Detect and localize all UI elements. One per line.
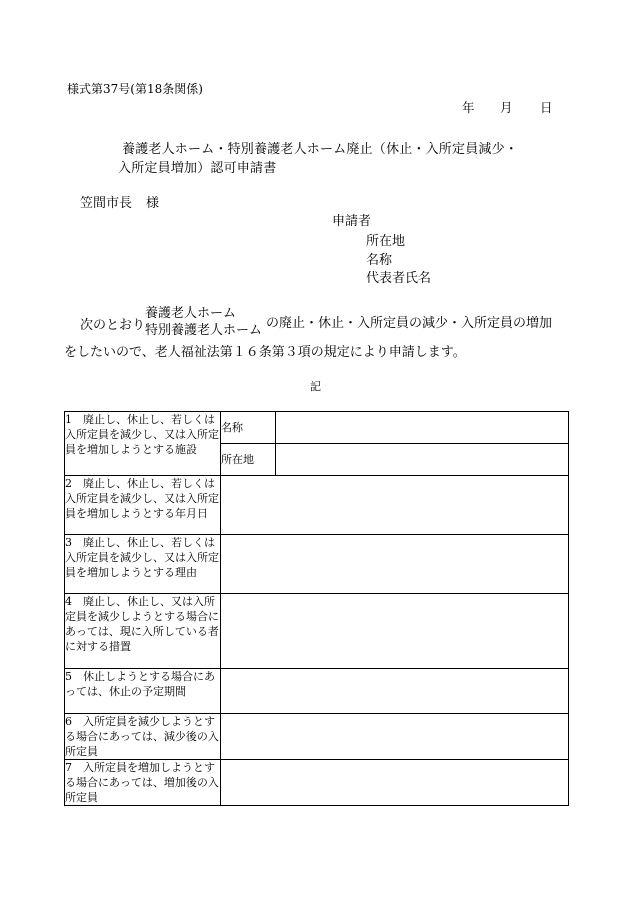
row-label-3: 3 廃止し、休止し、若しくは入所定員を減少し、又は入所定員を増加しようとする理由 <box>65 535 221 594</box>
table-row <box>65 714 569 760</box>
addressee-name: 笠間市長 <box>80 196 133 211</box>
table-row <box>65 669 569 714</box>
document-title-line-1: 養護老人ホーム・特別養護老人ホーム廃止（休止・入所定員減少・ <box>122 142 519 157</box>
table-row <box>65 476 569 535</box>
row-label-5: 5 休止しようとする場合にあっては、休止の予定期間 <box>65 669 221 714</box>
table-row <box>65 412 569 444</box>
form-number: 様式第37号(第18条関係) <box>67 82 203 96</box>
date-year-label: 年 <box>462 100 475 115</box>
table-row <box>65 760 569 806</box>
body-prefix: 次のとおり <box>80 318 146 333</box>
applicant-name-label: 名称 <box>366 253 393 268</box>
row-label-7: 7 入所定員を増加しようとする場合にあっては、増加後の入所定員 <box>65 761 219 804</box>
row-value-5[interactable] <box>221 669 569 714</box>
date-day-label: 日 <box>540 100 553 115</box>
date-month-label: 月 <box>500 100 513 115</box>
facility-choice-1: 養護老人ホーム <box>145 306 237 321</box>
applicant-location-label: 所在地 <box>366 234 406 249</box>
row-value-7[interactable] <box>221 760 569 806</box>
addressee-honorific: 様 <box>146 196 160 211</box>
row-label-2: 2 廃止し、休止し、若しくは入所定員を減少し、又は入所定員を増加しようとする年月日 <box>65 476 221 535</box>
facility-location-label: 所在地 <box>221 444 276 476</box>
facility-location-field[interactable] <box>276 444 569 476</box>
addressee <box>80 192 159 211</box>
facility-name-field[interactable] <box>276 412 569 444</box>
facility-name-label: 名称 <box>221 412 276 444</box>
table-row <box>65 535 569 594</box>
row-value-3[interactable] <box>221 535 569 594</box>
body-line-2: をしたいので、老人福祉法第１６条第３項の規定により申請します。 <box>64 345 466 360</box>
row-label-6: 6 入所定員を減少しようとする場合にあっては、減少後の入所定員 <box>65 715 219 758</box>
document-title-line-2: 入所定員増加）認可申請書 <box>118 161 277 176</box>
application-table <box>64 411 569 806</box>
ki-mark: 記 <box>310 380 321 393</box>
row-value-4[interactable] <box>221 594 569 669</box>
table-row <box>65 594 569 669</box>
body-suffix: の廃止・休止・入所定員の減少・入所定員の増加 <box>266 316 553 331</box>
applicant-representative-label: 代表者氏名 <box>366 271 432 286</box>
applicant-heading: 申請者 <box>332 214 372 229</box>
row-label-1: 1 廃止し、休止し、若しくは入所定員を減少し、又は入所定員を増加しようとする施設 <box>65 412 221 476</box>
row-value-2[interactable] <box>221 476 569 535</box>
facility-choice-2: 特別養護老人ホーム <box>145 323 263 338</box>
row-value-6[interactable] <box>221 714 569 760</box>
row-label-4: 4 廃止し、休止し、又は入所定員を減少しようとする場合にあっては、現に入所している者に対する措置 <box>65 594 221 669</box>
